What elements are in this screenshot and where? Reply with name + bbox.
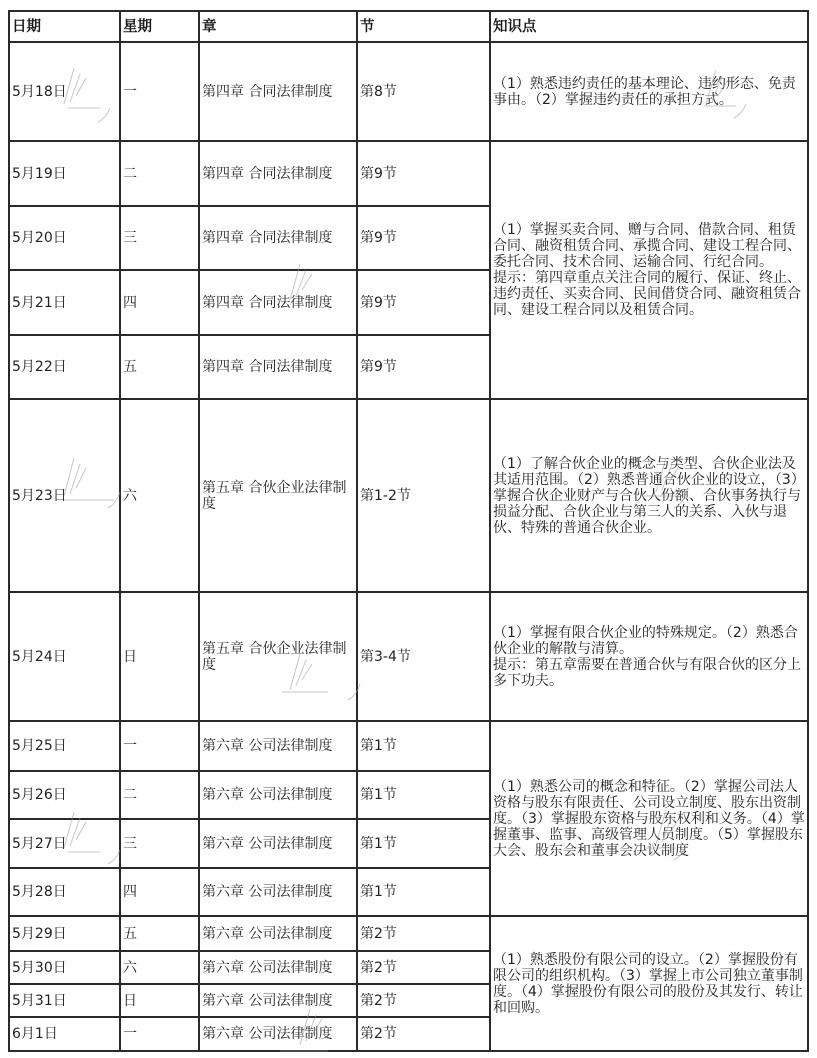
header-row: [9, 11, 808, 42]
cell-weekday: 一: [120, 42, 199, 141]
cell-section: 第3-4节: [357, 592, 490, 721]
cell-chapter: 第四章 合同法律制度: [199, 270, 357, 335]
cell-section: 第2节: [357, 951, 490, 984]
cell-weekday: 日: [120, 984, 199, 1017]
cell-weekday: 五: [120, 916, 199, 951]
cell-chapter: 第六章 公司法律制度: [199, 984, 357, 1017]
header-knowledge: 知识点: [490, 11, 808, 42]
cell-section: 第9节: [357, 335, 490, 399]
cell-date: 5月28日: [9, 868, 120, 916]
cell-date: 5月29日: [9, 916, 120, 951]
cell-section: 第9节: [357, 270, 490, 335]
cell-date: 5月25日: [9, 721, 120, 771]
cell-section: 第8节: [357, 42, 490, 141]
table-row: [9, 592, 808, 721]
cell-date: 5月18日: [9, 42, 120, 141]
cell-date: 5月26日: [9, 771, 120, 819]
knowledge-tip: 提示：第五章需要在普通合伙与有限合伙的区分上多下功夫。: [493, 656, 801, 689]
cell-date: 5月30日: [9, 951, 120, 984]
cell-weekday: 三: [120, 206, 199, 270]
cell-date: 5月31日: [9, 984, 120, 1017]
cell-section: 第2节: [357, 1017, 490, 1051]
cell-weekday: 五: [120, 335, 199, 399]
cell-section: 第9节: [357, 141, 490, 206]
knowledge-text: （1）熟悉公司的概念和特征。（2）掌握公司法人资格与股东有限责任、公司设立制度、股东出资制度。（3）掌握股东资格与股东权利和义务。（4）掌握董事、监事、高级管理人员制度。（5）掌握股东大会、股东会和董事会决议制度: [493, 778, 805, 859]
header-chapter: 章: [199, 11, 357, 42]
cell-date: 5月21日: [9, 270, 120, 335]
cell-knowledge: [490, 721, 808, 916]
cell-chapter: 第五章 合伙企业法律制度: [199, 592, 357, 721]
cell-chapter: 第五章 合伙企业法律制度: [199, 399, 357, 592]
cell-chapter: 第四章 合同法律制度: [199, 335, 357, 399]
cell-weekday: 四: [120, 270, 199, 335]
cell-date: 5月22日: [9, 335, 120, 399]
table-row: [9, 721, 808, 771]
cell-weekday: 日: [120, 592, 199, 721]
cell-weekday: 一: [120, 721, 199, 771]
cell-weekday: 二: [120, 771, 199, 819]
knowledge-text: （1）掌握有限合伙企业的特殊规定。（2）熟悉合伙企业的解散与清算。: [493, 624, 798, 657]
cell-knowledge: [490, 592, 808, 721]
cell-weekday: 六: [120, 399, 199, 592]
cell-weekday: 一: [120, 1017, 199, 1051]
cell-section: 第2节: [357, 916, 490, 951]
cell-chapter: 第四章 合同法律制度: [199, 42, 357, 141]
cell-chapter: 第六章 公司法律制度: [199, 868, 357, 916]
header-weekday: 星期: [120, 11, 199, 42]
cell-section: 第1节: [357, 868, 490, 916]
cell-date: 5月24日: [9, 592, 120, 721]
cell-section: 第1节: [357, 819, 490, 868]
cell-knowledge: [490, 916, 808, 1051]
table-row: [9, 141, 808, 206]
cell-section: 第9节: [357, 206, 490, 270]
cell-section: 第1节: [357, 721, 490, 771]
cell-chapter: 第六章 公司法律制度: [199, 951, 357, 984]
cell-weekday: 三: [120, 819, 199, 868]
cell-chapter: 第四章 合同法律制度: [199, 206, 357, 270]
cell-weekday: 四: [120, 868, 199, 916]
cell-knowledge: [490, 42, 808, 141]
cell-section: 第1节: [357, 771, 490, 819]
cell-date: 5月27日: [9, 819, 120, 868]
knowledge-text: （1）了解合伙企业的概念与类型、合伙企业法及其适用范围。（2）熟悉普通合伙企业的设立，（3）掌握合伙企业财产与合伙人份额、合伙事务执行与损益分配、合伙企业与第三人的关系、入伙与退伙、特殊的普通合伙企业。: [493, 455, 805, 536]
cell-section: 第2节: [357, 984, 490, 1017]
cell-chapter: 第六章 公司法律制度: [199, 771, 357, 819]
cell-chapter: 第六章 公司法律制度: [199, 916, 357, 951]
study-schedule-table: [8, 10, 809, 1052]
cell-chapter: 第四章 合同法律制度: [199, 141, 357, 206]
cell-date: 5月20日: [9, 206, 120, 270]
table-row: [9, 42, 808, 141]
table-row: [9, 916, 808, 951]
knowledge-text: （1）掌握买卖合同、赠与合同、借款合同、租赁合同、融资租赁合同、承揽合同、建设工程合同、委托合同、技术合同、运输合同、行纪合同。: [493, 222, 801, 270]
cell-date: 6月1日: [9, 1017, 120, 1051]
header-section: 节: [357, 11, 490, 42]
knowledge-tip: 提示：第四章重点关注合同的履行、保证、终止、违约责任、买卖合同、民间借贷合同、融资租赁合同、建设工程合同以及租赁合同。: [493, 270, 801, 318]
knowledge-text: （1）熟悉股份有限公司的设立。（2）掌握股份有限公司的组织机构。（3）掌握上市公司独立董事制度。（4）掌握股份有限公司的股份及其发行、转让和回购。: [493, 951, 803, 1016]
cell-knowledge: [490, 399, 808, 592]
cell-date: 5月19日: [9, 141, 120, 206]
header-date: 日期: [9, 11, 120, 42]
cell-weekday: 六: [120, 951, 199, 984]
cell-section: 第1-2节: [357, 399, 490, 592]
table-row: [9, 399, 808, 592]
cell-knowledge: [490, 141, 808, 399]
cell-date: 5月23日: [9, 399, 120, 592]
cell-chapter: 第六章 公司法律制度: [199, 721, 357, 771]
cell-chapter: 第六章 公司法律制度: [199, 1017, 357, 1051]
knowledge-text: （1）熟悉违约责任的基本理论、违约形态、免责事由。（2）掌握违约责任的承担方式。: [493, 75, 796, 108]
cell-chapter: 第六章 公司法律制度: [199, 819, 357, 868]
cell-weekday: 二: [120, 141, 199, 206]
